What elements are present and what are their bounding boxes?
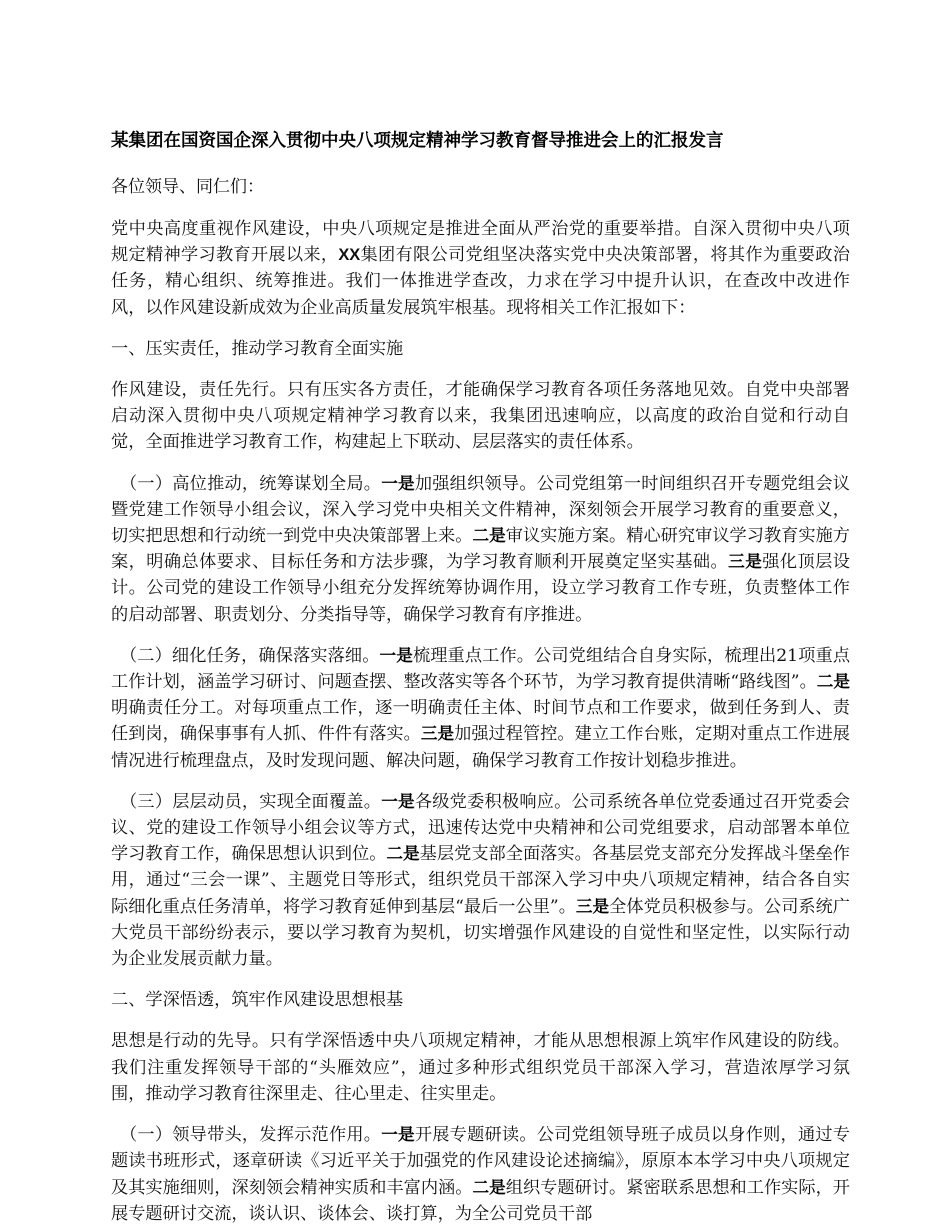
point-text: 组织专题研讨。紧密联系思想和工作实际，开展专题研讨交流，谈认识、谈体会、谈打算，为全公司党员干部 [111, 1177, 850, 1224]
subsection-2-1 [111, 1122, 850, 1227]
point-marker: 二是 [472, 1177, 506, 1197]
point-marker: 三是 [420, 724, 455, 744]
intro-part-1: 党中央高度重视作风建设，中央八项规定是推进全面从严治党的重要举措。自深入贯彻中央八项规定精神学习教育开展以来， [111, 219, 850, 266]
point-marker: 二是 [386, 844, 420, 864]
subsection-label: （三）层层动员，实现全面覆盖。 [120, 791, 382, 812]
company-placeholder: XX [338, 246, 361, 265]
point-text: 加强组织领导。公司党组第一时间组织召开专题党组会议暨党建工作领导小组会议，深入学习党中央相关文件精神，深刻领会开展学习教育的重要意义，切实把思想和行动统一到党中央决策部署上来。 [111, 473, 850, 547]
section-2-lead: 思想是行动的先导。只有学深悟透中央八项规定精神，才能从思想根源上筑牢作风建设的防线。我们注重发挥领导干部的“头雁效应”，通过多种形式组织党员干部深入学习，营造浓厚学习氛围，推动学习教育往深里走、往心里走、往实里走。 [111, 1031, 850, 1104]
subsection-1-1 [111, 471, 850, 628]
page-title: 某集团在国资国企深入贯彻中央八项规定精神学习教育督导推进会上的汇报发言 [111, 130, 724, 150]
point-text: 加强过程管控。建立工作台账，定期对重点工作进展情况进行梳理盘点，及时发现问题、解决问题，确保学习教育工作按计划稳步推进。 [111, 724, 850, 771]
point-marker: 一是 [381, 473, 415, 493]
intro-part-2: 集团有限公司党组坚决落实党中央决策部署，将其作为重要政治任务，精心组织、统筹推进。我们一体推进学查改，力求在学习中提升认识，在查改中改进作风，以作风建设新成效为企业高质量发展筑牢根基。现将相关工作汇报如下： [111, 245, 850, 318]
point-text: 强化顶层设计。公司党的建设工作领导小组充分发挥统筹协调作用，设立学习教育工作专班，负责整体工作的启动部署、职责划分、分类指导等，确保学习教育有序推进。 [111, 552, 850, 625]
section-heading-2: 二、学深悟透，筑牢作风建设思想根基 [111, 990, 404, 1011]
subsection-label: （一）领导带头，发挥示范作用。 [120, 1125, 382, 1146]
point-marker: 三是 [728, 552, 763, 572]
point-text: 全体党员积极参与。公司系统广大党员干部纷纷表示，要以学习教育为契机，切实增强作风建设的自觉性和坚定性，以实际行动为企业发展贡献力量。 [111, 896, 851, 970]
point-marker: 三是 [575, 896, 610, 916]
subsection-label: （二）细化任务，确保落实落细。 [120, 645, 380, 666]
point-marker: 二是 [816, 672, 851, 692]
salutation: 各位领导、同仁们： [111, 177, 264, 197]
subsection-1-2 [111, 643, 850, 774]
section-heading-1: 一、压实责任，推动学习教育全面实施 [111, 338, 404, 359]
point-marker: 二是 [472, 526, 506, 546]
intro-paragraph [111, 216, 850, 321]
subsection-label: （一）高位推动，统筹谋划全局。 [120, 473, 382, 494]
point-marker: 一是 [379, 645, 413, 665]
point-marker: 一是 [381, 791, 415, 811]
point-text: 各级党委积极响应。公司系统各单位党委通过召开党委会议、党的建设工作领导小组会议等方式，迅速传达党中央精神和公司党组要求，启动部署本单位学习教育工作，确保思想认识到位。 [111, 791, 850, 865]
point-marker: 一是 [381, 1125, 415, 1145]
subsection-1-3 [111, 789, 850, 972]
point-text: 审议实施方案。精心研究审议学习教育实施方案，明确总体要求、目标任务和方法步骤，为学习教育顺利开展奠定坚实基础。 [111, 526, 850, 573]
point-text: 基层党支部全面落实。各基层党支部充分发挥战斗堡垒作用，通过“三会一课”、主题党日等形式，组织党员干部深入学习中央八项规定精神，结合各自实际细化重点任务清单，将学习教育延伸到基层“最后一公里”。 [111, 844, 850, 917]
section-1-lead: 作风建设，责任先行。只有压实各方责任，才能确保学习教育各项任务落地见效。自党中央部署启动深入贯彻中央八项规定精神学习教育以来，我集团迅速响应，以高度的政治自觉和行动自觉，全面推进学习教育工作，构建起上下联动、层层落实的责任体系。 [111, 380, 850, 453]
point-text: 梳理重点工作。公司党组结合自身实际，梳理出21项重点工作计划，涵盖学习研讨、问题查摆、整改落实等各个环节，为学习教育提供清晰“路线图”。 [111, 645, 851, 693]
point-text: 明确责任分工。对每项重点工作，逐一明确责任主体、时间节点和工作要求，做到任务到人、责任到岗，确保事事有人抓、件件有落实。 [111, 698, 850, 745]
point-text: 开展专题研读。公司党组领导班子成员以身作则，通过专题读书班形式，逐章研读《习近平关于加强党的作风建设论述摘编》，原原本本学习中央八项规定及其实施细则，深刻领会精神实质和丰富内涵。 [111, 1125, 850, 1198]
